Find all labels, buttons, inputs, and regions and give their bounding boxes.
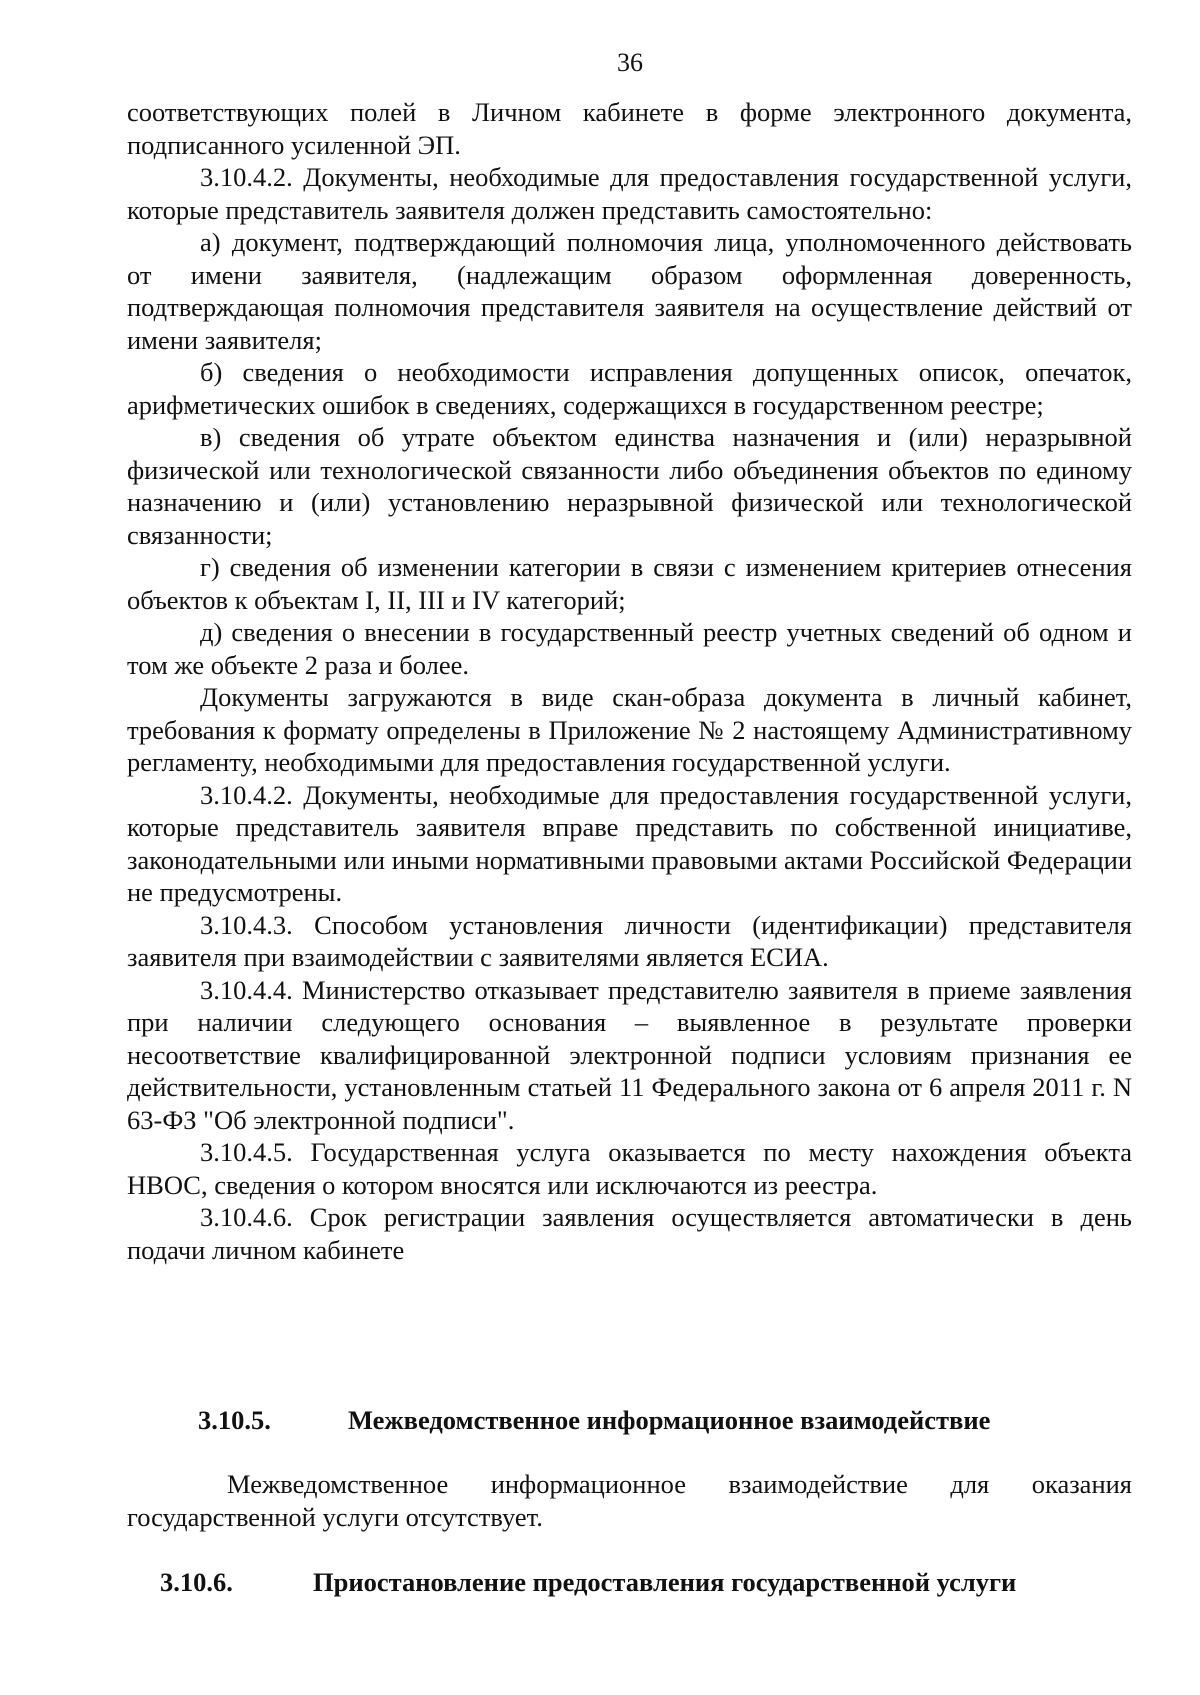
section-title: Приостановление предоставления государственной услуги [313, 1567, 1017, 1597]
section-3-10-5-text [127, 1468, 1132, 1533]
paragraph: д) сведения о внесении в государственный реестр учетных сведений об одном и том же объекте 2 раза и более. [127, 617, 1132, 680]
paragraph: Документы загружаются в виде скан-образа документа в личный кабинет, требования к формату определены в Приложение № 2 настоящему Административному регламенту, необходимыми для предоставления государственной услуги. [127, 682, 1132, 777]
section-number: 3.10.5. [198, 1405, 271, 1435]
paragraph: 3.10.4.4. Министерство отказывает представителю заявителя в приеме заявления при наличии следующего основания – выявленное в результате проверки несоответствие квалифицированной электронной подписи условиям признания ее действительности, установленным статьей 11 Федерального закона от 6 апреля 2011 г. N 63-ФЗ "Об электронной подписи". [127, 974, 1132, 1135]
paragraph: г) сведения об изменении категории в связи с изменением критериев отнесения объектов к объектам I, II, III и IV категорий; [127, 552, 1132, 615]
paragraph: в) сведения об утрате объектом единства назначения и (или) неразрывной физической или технологической связанности либо объединения объектов по единому назначению и (или) установлению неразрывной физической или технологической связанности; [127, 422, 1132, 550]
paragraph: а) документ, подтверждающий полномочия лица, уполномоченного действовать от имени заявителя, (надлежащим образом оформленная доверенность, подтверждающая полномочия представителя заявителя на осуществление действий от имени заявителя; [127, 227, 1132, 355]
section-number: 3.10.6. [160, 1567, 233, 1597]
paragraph: 3.10.4.6. Срок регистрации заявления осуществляется автоматически в день подачи личном кабинете [127, 1202, 1132, 1265]
section-heading-3-10-5 [198, 1404, 990, 1436]
paragraph: 3.10.4.2. Документы, необходимые для предоставления государственной услуги, которые представитель заявителя должен представить самостоятельно: [127, 162, 1132, 225]
paragraph: 3.10.4.5. Государственная услуга оказывается по месту нахождения объекта НВОС, сведения о котором вносятся или исключаются из реестра. [127, 1137, 1132, 1200]
paragraph: соответствующих полей в Личном кабинете в форме электронного документа, подписанного усиленной ЭП. [127, 97, 1132, 160]
paragraph: б) сведения о необходимости исправления допущенных описок, опечаток, арифметических ошибок в сведениях, содержащихся в государственном реестре; [127, 357, 1132, 420]
page-number: 36 [617, 48, 643, 77]
section-heading-3-10-6 [160, 1566, 1016, 1598]
paragraph: 3.10.4.2. Документы, необходимые для предоставления государственной услуги, которые представитель заявителя вправе представить по собственной инициативе, законодательными или иными нормативными правовыми актами Российской Федерации не предусмотрены. [127, 779, 1132, 907]
body-text [127, 96, 1132, 1266]
paragraph: 3.10.4.3. Способом установления личности (идентификации) представителя заявителя при взаимодействии с заявителями является ЕСИА. [127, 909, 1132, 972]
paragraph: Межведомственное информационное взаимодействие для оказания государственной услуги отсутствует. [127, 1469, 1132, 1532]
section-title: Межведомственное информационное взаимодействие [348, 1405, 991, 1435]
